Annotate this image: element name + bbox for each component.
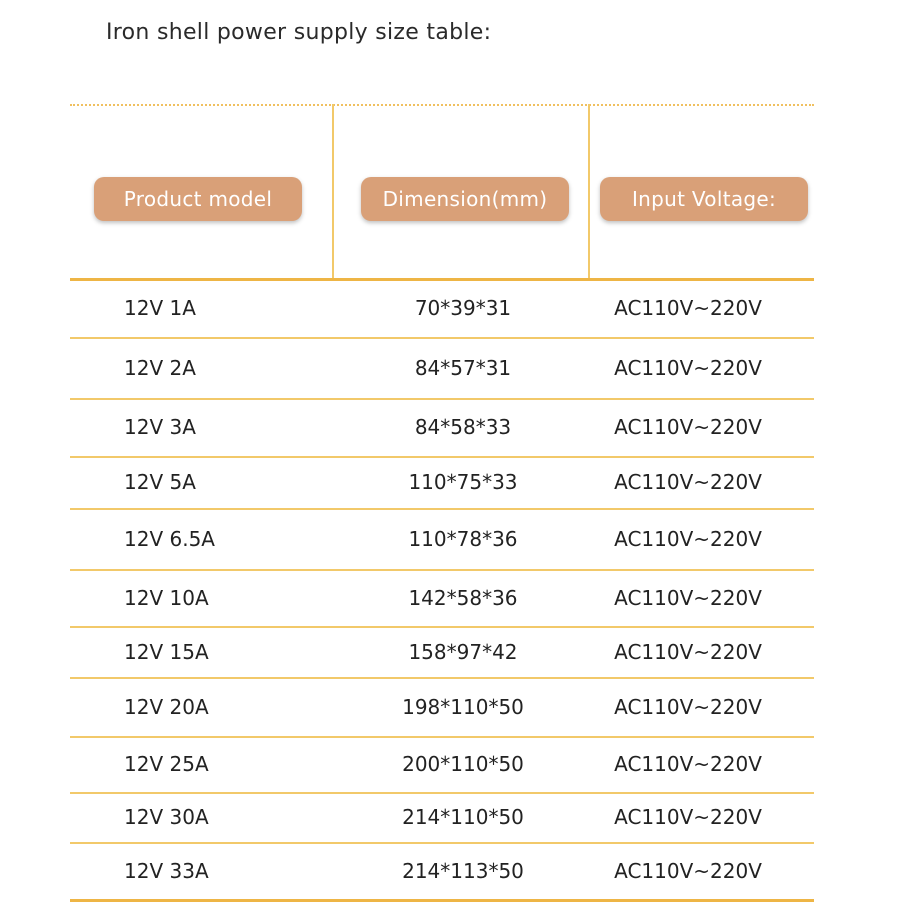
product-model-cell: 12V 20A [124, 694, 209, 719]
input-voltage-cell: AC110V~220V [614, 585, 762, 610]
table-row [70, 626, 814, 677]
product-model-cell: 12V 2A [124, 355, 196, 380]
table-top-dotted-border [70, 104, 814, 106]
product-model-cell: 12V 30A [124, 805, 209, 829]
dimension-cell: 110*78*36 [408, 526, 518, 551]
table-row [70, 792, 814, 842]
header-dimension: Dimension(mm) [361, 177, 569, 221]
input-voltage-cell: AC110V~220V [614, 295, 762, 320]
dimension-cell: 214*110*50 [402, 805, 524, 829]
table-row [70, 569, 814, 626]
header-product-model: Product model [94, 177, 302, 221]
header-column-divider [332, 104, 334, 278]
dimension-cell: 70*39*31 [414, 295, 512, 320]
input-voltage-cell: AC110V~220V [614, 858, 762, 883]
input-voltage-cell: AC110V~220V [614, 694, 762, 719]
dimension-cell: 158*97*42 [408, 639, 518, 664]
product-model-cell: 12V 15A [124, 639, 209, 664]
page-title: Iron shell power supply size table: [106, 20, 492, 45]
product-model-cell: 12V 3A [124, 415, 196, 439]
dimension-cell: 110*75*33 [408, 470, 518, 494]
input-voltage-cell: AC110V~220V [614, 415, 762, 439]
dimension-cell: 200*110*50 [402, 752, 524, 776]
dimension-cell: 214*113*50 [402, 858, 524, 883]
product-model-cell: 12V 5A [124, 470, 196, 494]
input-voltage-cell: AC110V~220V [614, 470, 762, 494]
size-table [70, 104, 814, 899]
product-model-cell: 12V 1A [124, 295, 196, 320]
table-row [70, 842, 814, 899]
table-row [70, 456, 814, 508]
input-voltage-cell: AC110V~220V [614, 526, 762, 551]
dimension-cell: 84*57*31 [414, 355, 512, 380]
input-voltage-cell: AC110V~220V [614, 752, 762, 776]
input-voltage-cell: AC110V~220V [614, 355, 762, 380]
table-row [70, 278, 814, 337]
input-voltage-cell: AC110V~220V [614, 639, 762, 664]
table-row [70, 337, 814, 398]
product-model-cell: 12V 6.5A [124, 526, 215, 551]
table-row [70, 736, 814, 792]
input-voltage-cell: AC110V~220V [614, 805, 762, 829]
dimension-cell: 198*110*50 [402, 694, 524, 719]
table-row [70, 677, 814, 736]
dimension-cell: 142*58*36 [408, 585, 518, 610]
header-column-divider [588, 104, 590, 278]
product-model-cell: 12V 33A [124, 858, 209, 883]
product-model-cell: 12V 10A [124, 585, 209, 610]
table-row [70, 508, 814, 569]
product-model-cell: 12V 25A [124, 752, 209, 776]
table-row [70, 398, 814, 456]
dimension-cell: 84*58*33 [414, 415, 512, 439]
header-input-voltage: Input Voltage: [600, 177, 808, 221]
